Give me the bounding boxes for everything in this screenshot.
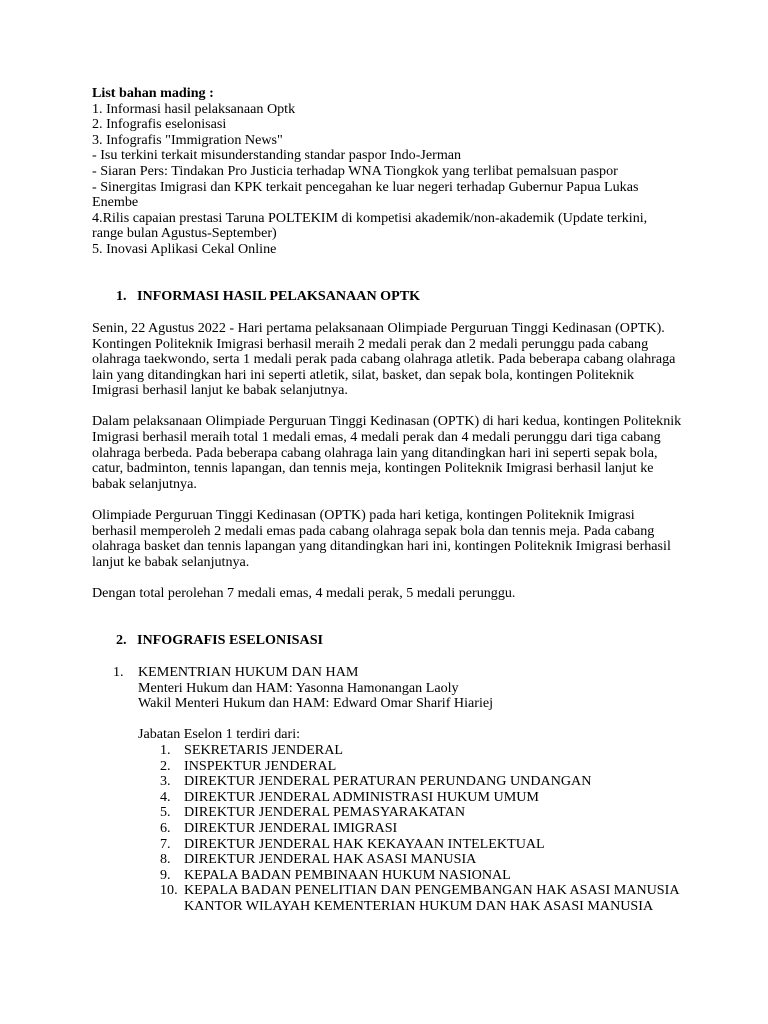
paragraph: Olimpiade Perguruan Tinggi Kedinasan (OPTK) pada hari ketiga, kontingen Politeknik Imigrasi berhasil memperoleh 2 medali emas pada cabang olahraga sepak bola dan tennis meja. Pada cabang olahraga basket dan tennis lapangan yang ditandingkan hari ini, kontingen Politeknik Imigrasi berhasil lanjut ke babak selanjutnya.: [92, 507, 671, 570]
section-2-heading: [92, 633, 682, 649]
list-number: 8.: [160, 851, 171, 868]
list-number: 6.: [160, 819, 171, 836]
list-number: 9.: [160, 866, 171, 883]
intro-line: 1. Informasi hasil pelaksanaan Optk: [92, 100, 296, 117]
eselon-list: [92, 743, 682, 915]
list-item: [92, 821, 682, 837]
intro-line: 2. Infografis eselonisasi: [92, 116, 227, 133]
list-item: [92, 868, 682, 884]
list-number: 10.: [160, 882, 178, 899]
list-number: 5.: [160, 804, 171, 821]
list-number: 7.: [160, 835, 171, 852]
list-text: SEKRETARIS JENDERAL: [184, 741, 343, 758]
list-item: [92, 852, 682, 868]
intro-line: - Isu terkini terkait misunderstanding standar paspor Indo-Jerman: [92, 147, 462, 164]
paragraph: Senin, 22 Agustus 2022 - Hari pertama pelaksanaan Olimpiade Perguruan Tinggi Kedinasan (OPTK). Kontingen Politeknik Imigrasi berhasil meraih 2 medali perak dan 2 medali perunggu pada cabang olahraga taekwondo, serta 1 medali perak pada cabang olahraga atletik. Pada beberapa cabang olahraga lain yang ditandingkan hari ini seperti atletik, silat, basket, dan sepak bola, kontingen Politeknik Imigrasi berhasil lanjut ke babak selanjutnya.: [92, 319, 676, 399]
section-number: 2.: [116, 631, 127, 648]
list-item: [92, 774, 682, 790]
intro-title: List bahan mading :: [92, 85, 214, 101]
list-text: DIREKTUR JENDERAL ADMINISTRASI HUKUM UMUM: [184, 788, 539, 805]
list-text: DIREKTUR JENDERAL HAK KEKAYAAN INTELEKTUAL: [184, 835, 545, 852]
document-page: [92, 86, 682, 914]
vice-minister-line: Wakil Menteri Hukum dan HAM: Edward Omar Sharif Hiariej: [138, 695, 494, 712]
eselon-label: Jabatan Eselon 1 terdiri dari:: [138, 726, 301, 743]
paragraph: Dengan total perolehan 7 medali emas, 4 medali perak, 5 medali perunggu.: [92, 585, 516, 601]
list-text: KEPALA BADAN PENELITIAN DAN PENGEMBANGAN HAK ASASI MANUSIA KANTOR WILAYAH KEMENTERIAN HUKUM DAN HAK ASASI MANUSIA: [184, 882, 679, 914]
list-number: 1.: [113, 663, 124, 680]
list-item: [92, 759, 682, 775]
section-number: 1.: [116, 287, 127, 304]
list-number: 3.: [160, 773, 171, 790]
list-item: [92, 837, 682, 853]
intro-line: - Sinergitas Imigrasi dan KPK terkait pencegahan ke luar negeri terhadap Gubernur Papua Lukas Enembe: [92, 178, 639, 211]
intro-line: - Siaran Pers: Tindakan Pro Justicia terhadap WNA Tiongkok yang terlibat pemalsuan paspor: [92, 162, 618, 179]
list-text: KEPALA BADAN PEMBINAAN HUKUM NASIONAL: [184, 866, 511, 883]
section-title: INFOGRAFIS ESELONISASI: [137, 631, 324, 648]
list-text: DIREKTUR JENDERAL IMIGRASI: [184, 819, 398, 836]
paragraph: Dalam pelaksanaan Olimpiade Perguruan Tinggi Kedinasan (OPTK) di hari kedua, kontingen Politeknik Imigrasi berhasil meraih total 1 medali emas, 4 medali perak dan 4 medali perunggu dari tiga cabang olahraga berbeda. Pada beberapa cabang olahraga lain yang ditandingkan hari ini seperti sepak bola, catur, badminton, tennis lapangan, dan tennis meja, kontingen Politeknik Imigrasi berhasil lanjut ke babak selanjutnya.: [92, 413, 682, 492]
list-text: DIREKTUR JENDERAL HAK ASASI MANUSIA: [184, 851, 477, 868]
list-number: 2.: [160, 757, 171, 774]
list-item: [92, 743, 682, 759]
section-1-heading: [92, 289, 682, 305]
list-text: INSPEKTUR JENDERAL: [184, 757, 337, 774]
section-title: INFORMASI HASIL PELAKSANAAN OPTK: [137, 287, 421, 304]
list-number: 4.: [160, 788, 171, 805]
minister-line: Menteri Hukum dan HAM: Yasonna Hamonangan Laoly: [138, 679, 459, 696]
intro-line: 5. Inovasi Aplikasi Cekal Online: [92, 240, 277, 257]
list-text: DIREKTUR JENDERAL PEMASYARAKATAN: [184, 804, 466, 821]
list-text: DIREKTUR JENDERAL PERATURAN PERUNDANG UNDANGAN: [184, 773, 592, 790]
list-item: [92, 805, 682, 821]
list-number: 1.: [160, 741, 171, 758]
list-item: [92, 790, 682, 806]
ministry-item: [92, 665, 682, 712]
ministry-title: KEMENTRIAN HUKUM DAN HAM: [138, 663, 359, 680]
intro-line: 3. Infografis "Immigration News": [92, 131, 283, 148]
list-item: [92, 883, 682, 914]
intro-line: 4.Rilis capaian prestasi Taruna POLTEKIM di kompetisi akademik/non-akademik (Update terkini, range bulan Agustus-September): [92, 209, 648, 242]
